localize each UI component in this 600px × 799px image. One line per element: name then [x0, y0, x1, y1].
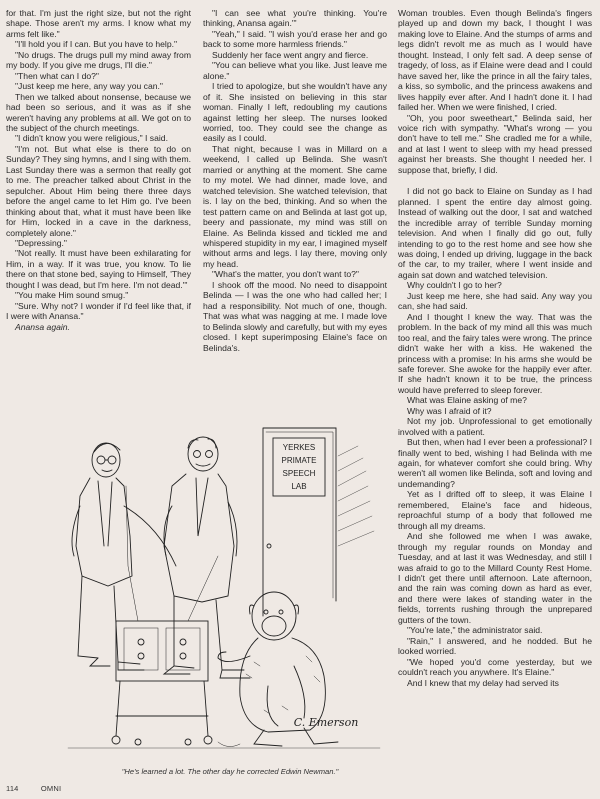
paragraph: I shook off the mood. No need to disappoint Belinda — I was the one who had called her; I had a responsibility. Not much of one, though. That was what was nagging at me. I made love to Belinda slowly and carefully, but with my eyes closed. I kept superimposing Elaine's face on Belinda's. [203, 279, 387, 353]
scientist-right [164, 437, 250, 678]
paragraph: What was Elaine asking of me? [407, 395, 527, 406]
paragraph: "Oh, you poor sweetheart," Belinda said, her voice rich with sympathy. "What's wrong — you don't have to tell me." She cradled me for a while, and at last I went to sleep with my head pressed against her breasts. She thought I needed her. I suppose that, briefly, I did. [398, 112, 592, 175]
page-footer [6, 784, 81, 793]
sign-line-4: LAB [291, 482, 307, 491]
paragraph: "I'm not. But what else is there to do on Sunday? They sing hymns, and I sing with them. Last Sunday there was a sermon that really got to me. The preacher talked about Christ in the sepulcher. About Him being there three days before the angel came to let Him go. I've been thinking about that, what it must have been like for Him, locked in a cave in the darkness, completely alone." [6, 143, 191, 238]
paragraph: "Depressing." [15, 237, 67, 248]
paragraph: But then, when had I ever been a professional? I finally went to bed, wishing I had Belinda with me again, for whatever comfort she could bring. Why weren't all women like Belinda, soft and loving and undemanding? [398, 437, 592, 489]
paragraph: Just keep me here, she had said. Any way you can, she had said. [398, 290, 592, 312]
doorknob [267, 544, 271, 548]
text-block-3a [398, 8, 592, 175]
sign-line-3: SPEECH [282, 469, 316, 478]
cartoon-illustration [68, 426, 380, 763]
text-column-2 [203, 8, 387, 436]
paragraph: "Then what can I do?" [15, 70, 99, 81]
cartoon-caption: "He's learned a lot. The other day he corrected Edwin Newman." [121, 767, 339, 776]
magazine-name: OMNI [40, 784, 62, 793]
paragraph: And she followed me when I was awake, through my regular rounds on Monday and Tuesday, and at last it was Wednesday, and still I was afraid to go to the Millard County Rest Home. I didn't get there until afternoon. Late afternoon, and the rain was coming down as hard as ever, and there were lakes of standing water in the fields, torrents rushing through the unprepared gutters of the town. [398, 531, 592, 625]
paragraph: Then we talked about nonsense, because we had been so serious, and it was as if she weren't having any problems at all. We got on to the subject of the church meetings. [6, 91, 191, 133]
sign-line-2: PRIMATE [281, 456, 317, 465]
text-column-3 [398, 8, 592, 790]
paragraph: Anansa again. [15, 321, 70, 332]
paragraph: "I didn't know you were religious," I said. [15, 133, 168, 144]
paragraph: "We hoped you'd come yesterday, but we couldn't reach you anywhere. It's Elaine." [398, 656, 592, 678]
paragraph: "Sure. Why not? I wonder if I'd feel like that, if I were with Anansa." [6, 300, 191, 322]
paragraph: "You make Him sound smug." [15, 290, 129, 301]
paragraph: And I thought I knew the way. That was the problem. In the back of my mind all this was much too real, and the fairy tales were wrong. The prince didn't wake her with a kiss. He wakened the princess with a promise: In his arms she would be safe forever. She awoke for the happily ever after. If she hadn't known it to be true, the princess would have preferred to sleep forever. [398, 311, 592, 395]
paragraph: Why couldn't I go to her? [407, 280, 502, 291]
paragraph: "Yeah," I said. "I wish you'd erase her and go back to some more harmless friends." [203, 28, 387, 50]
page-number: 114 [6, 784, 19, 793]
paragraph: "No drugs. The drugs pull my mind away from my body. If you give me drugs, I'll die." [6, 49, 191, 71]
paragraph: Not my job. Unprofessional to get emotionally involved with a patient. [398, 416, 592, 437]
paragraph: "You can believe what you like. Just leave me alone." [203, 60, 387, 81]
paragraph: I tried to apologize, but she wouldn't have any of it. She insisted on believing in this star woman. Finally I left, redoubling my cautions against letting her sleep. The nurses looked worried, too. They could see the change as easily as I could. [203, 81, 387, 144]
paragraph: I did not go back to Elaine on Sunday as I had planned. I spent the entire day almost going. Instead of walking out the door, I sat and watched the incredible array of terrible Sunday morning television. And when I finally did go out, fully intending to go to the rest home and see how she was doing, I ended up driving, luggage in the back of the car, to my trailer, where I went inside and again sat down and watched television. [398, 186, 592, 280]
artist-signature: C. Emerson [293, 716, 359, 729]
paragraph: Yet as I drifted off to sleep, it was Elaine I remembered, Elaine's face and hideous, reproachful stump of a body that followed me through all my dreams. [398, 489, 592, 531]
paragraph: "You're late," the administrator said. [407, 625, 543, 636]
text-column-1 [6, 8, 191, 332]
paragraph: "Rain," I answered, and he nodded. But he looked worried. [398, 635, 592, 657]
paragraph: "What's the matter, you don't want to?" [212, 269, 359, 280]
paragraph: Why was I afraid of it? [407, 405, 492, 416]
sign-line-1: YERKES [282, 443, 316, 452]
paragraph: Woman troubles. Even though Belinda's fingers played up and down my back, I thought I was making love to Elaine. And the stumps of arms and legs didn't revolt me as much as I would have thought. Instead, I only felt sad. A deep sense of tragedy, of loss, as if Elaine were dead and I could have saved her, like the prince in all the fairy tales, a kiss, so symbolic, and the princess awakens and lives happily ever after. And I hadn't done it. I had failed her. When we were finished, I cried. [398, 8, 592, 113]
paragraph: Suddenly her face went angry and fierce. [212, 49, 369, 60]
text-block-3b [398, 186, 592, 688]
paragraph: That night, because I was in Millard on a weekend, I called up Belinda. She wasn't married or anything at the moment. She came to my motel. We had dinner, made love, and watched television. She watched television, that is. I lay on the bed, thinking. And so when the test pattern came on and Belinda at last got up, beery and passionate, my mind was still on Elaine. As Belinda kissed and tickled me and whispered stupidity in my ear, I imagined myself without arms and legs. I lay there, moving only my head. [203, 143, 387, 269]
paragraph: "Not really. It must have been exhilarating for Him, in a way. If it was true, you know. To lie there on that stone bed, saying to Himself, 'They thought I was dead, but I'm here. I'm not dead.'" [6, 248, 191, 290]
paragraph: for that. I'm just the right size, but not the right shape. Those aren't my arms. I know what my arms felt like." [6, 8, 191, 39]
paragraph: "I can see what you're thinking. You're thinking, Anansa again.'" [203, 8, 387, 29]
paragraph: "I'll hold you if I can. But you have to help." [15, 39, 178, 50]
paragraph: And I knew that my delay had served its [407, 677, 559, 688]
paragraph: "Just keep me here, any way you can." [15, 81, 163, 92]
